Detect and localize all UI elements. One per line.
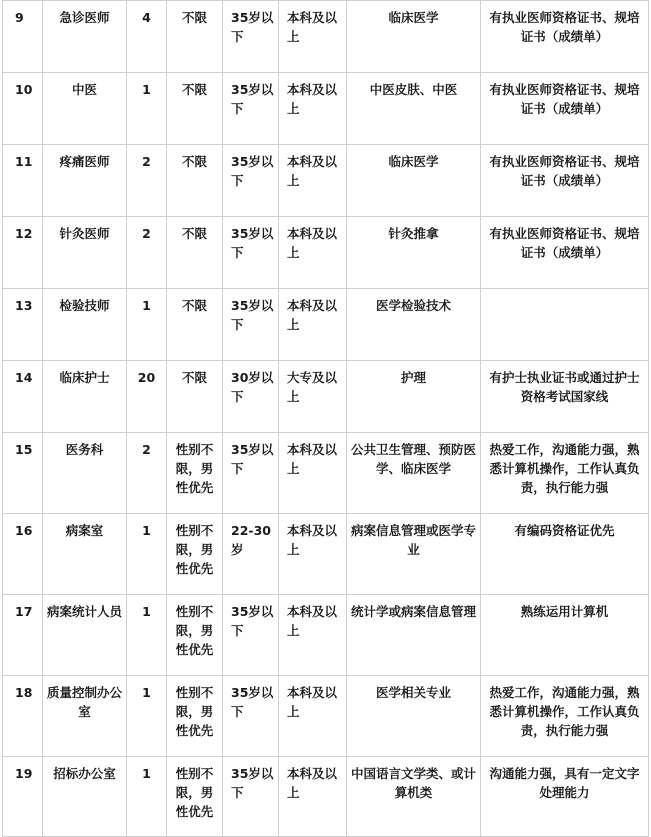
table-row xyxy=(3,595,649,676)
gender-requirement-cell: 不限 xyxy=(167,145,223,217)
education-requirement-cell: 本科及以上 xyxy=(279,595,347,676)
other-requirements-cell: 热爱工作，沟通能力强，熟悉计算机操作，工作认真负责，执行能力强 xyxy=(481,676,649,757)
table-row xyxy=(3,289,649,361)
post-name-cell: 中医 xyxy=(43,73,127,145)
major-requirement-cell: 护理 xyxy=(347,361,481,433)
gender-requirement-cell: 性别不限，男性优先 xyxy=(167,757,223,837)
table-row xyxy=(3,757,649,837)
table-row xyxy=(3,676,649,757)
table-row xyxy=(3,514,649,595)
other-requirements-cell: 有执业医师资格证书、规培证书（成绩单） xyxy=(481,1,649,73)
headcount-cell: 2 xyxy=(127,217,167,289)
age-requirement-cell: 35岁以下 xyxy=(223,73,279,145)
headcount-cell: 1 xyxy=(127,73,167,145)
row-number-cell: 18 xyxy=(3,676,43,757)
gender-requirement-cell: 性别不限，男性优先 xyxy=(167,433,223,514)
post-name-cell: 检验技师 xyxy=(43,289,127,361)
education-requirement-cell: 本科及以上 xyxy=(279,433,347,514)
table-row xyxy=(3,361,649,433)
age-requirement-cell: 35岁以下 xyxy=(223,1,279,73)
gender-requirement-cell: 不限 xyxy=(167,217,223,289)
table-row xyxy=(3,145,649,217)
row-number-cell: 16 xyxy=(3,514,43,595)
row-number-cell: 9 xyxy=(3,1,43,73)
age-requirement-cell: 35岁以下 xyxy=(223,595,279,676)
age-requirement-cell: 35岁以下 xyxy=(223,757,279,837)
other-requirements-cell: 有执业医师资格证书、规培证书（成绩单） xyxy=(481,73,649,145)
table-row xyxy=(3,217,649,289)
age-requirement-cell: 30岁以下 xyxy=(223,361,279,433)
major-requirement-cell: 中国语言文学类、或计算机类 xyxy=(347,757,481,837)
age-requirement-cell: 35岁以下 xyxy=(223,145,279,217)
major-requirement-cell: 临床医学 xyxy=(347,1,481,73)
education-requirement-cell: 本科及以上 xyxy=(279,289,347,361)
major-requirement-cell: 针灸推拿 xyxy=(347,217,481,289)
gender-requirement-cell: 性别不限，男性优先 xyxy=(167,595,223,676)
gender-requirement-cell: 不限 xyxy=(167,73,223,145)
major-requirement-cell: 公共卫生管理、预防医学、临床医学 xyxy=(347,433,481,514)
headcount-cell: 1 xyxy=(127,514,167,595)
age-requirement-cell: 35岁以下 xyxy=(223,433,279,514)
age-requirement-cell: 22-30岁 xyxy=(223,514,279,595)
table-body xyxy=(3,1,649,837)
other-requirements-cell: 热爱工作，沟通能力强，熟悉计算机操作，工作认真负责，执行能力强 xyxy=(481,433,649,514)
gender-requirement-cell: 性别不限，男性优先 xyxy=(167,514,223,595)
post-name-cell: 病案统计人员 xyxy=(43,595,127,676)
major-requirement-cell: 医学相关专业 xyxy=(347,676,481,757)
major-requirement-cell: 临床医学 xyxy=(347,145,481,217)
headcount-cell: 1 xyxy=(127,289,167,361)
education-requirement-cell: 本科及以上 xyxy=(279,676,347,757)
row-number-cell: 19 xyxy=(3,757,43,837)
education-requirement-cell: 本科及以上 xyxy=(279,1,347,73)
table-row xyxy=(3,1,649,73)
education-requirement-cell: 本科及以上 xyxy=(279,757,347,837)
age-requirement-cell: 35岁以下 xyxy=(223,289,279,361)
table-row xyxy=(3,433,649,514)
headcount-cell: 20 xyxy=(127,361,167,433)
education-requirement-cell: 本科及以上 xyxy=(279,73,347,145)
education-requirement-cell: 本科及以上 xyxy=(279,514,347,595)
post-name-cell: 病案室 xyxy=(43,514,127,595)
post-name-cell: 医务科 xyxy=(43,433,127,514)
headcount-cell: 1 xyxy=(127,676,167,757)
post-name-cell: 招标办公室 xyxy=(43,757,127,837)
row-number-cell: 13 xyxy=(3,289,43,361)
headcount-cell: 2 xyxy=(127,145,167,217)
post-name-cell: 临床护士 xyxy=(43,361,127,433)
post-name-cell: 针灸医师 xyxy=(43,217,127,289)
headcount-cell: 1 xyxy=(127,757,167,837)
headcount-cell: 4 xyxy=(127,1,167,73)
headcount-cell: 2 xyxy=(127,433,167,514)
education-requirement-cell: 本科及以上 xyxy=(279,145,347,217)
row-number-cell: 12 xyxy=(3,217,43,289)
headcount-cell: 1 xyxy=(127,595,167,676)
row-number-cell: 15 xyxy=(3,433,43,514)
other-requirements-cell: 有执业医师资格证书、规培证书（成绩单） xyxy=(481,145,649,217)
row-number-cell: 14 xyxy=(3,361,43,433)
major-requirement-cell: 中医皮肤、中医 xyxy=(347,73,481,145)
post-name-cell: 疼痛医师 xyxy=(43,145,127,217)
gender-requirement-cell: 性别不限，男性优先 xyxy=(167,676,223,757)
gender-requirement-cell: 不限 xyxy=(167,361,223,433)
major-requirement-cell: 医学检验技术 xyxy=(347,289,481,361)
other-requirements-cell: 有护士执业证书或通过护士资格考试国家线 xyxy=(481,361,649,433)
post-name-cell: 急诊医师 xyxy=(43,1,127,73)
post-name-cell: 质量控制办公室 xyxy=(43,676,127,757)
major-requirement-cell: 病案信息管理或医学专业 xyxy=(347,514,481,595)
age-requirement-cell: 35岁以下 xyxy=(223,217,279,289)
table-row xyxy=(3,73,649,145)
row-number-cell: 17 xyxy=(3,595,43,676)
education-requirement-cell: 本科及以上 xyxy=(279,217,347,289)
row-number-cell: 10 xyxy=(3,73,43,145)
education-requirement-cell: 大专及以上 xyxy=(279,361,347,433)
other-requirements-cell xyxy=(481,289,649,361)
gender-requirement-cell: 不限 xyxy=(167,1,223,73)
other-requirements-cell: 沟通能力强，具有一定文字处理能力 xyxy=(481,757,649,837)
other-requirements-cell: 熟练运用计算机 xyxy=(481,595,649,676)
gender-requirement-cell: 不限 xyxy=(167,289,223,361)
row-number-cell: 11 xyxy=(3,145,43,217)
recruitment-table xyxy=(2,0,649,837)
age-requirement-cell: 35岁以下 xyxy=(223,676,279,757)
other-requirements-cell: 有编码资格证优先 xyxy=(481,514,649,595)
major-requirement-cell: 统计学或病案信息管理 xyxy=(347,595,481,676)
other-requirements-cell: 有执业医师资格证书、规培证书（成绩单） xyxy=(481,217,649,289)
